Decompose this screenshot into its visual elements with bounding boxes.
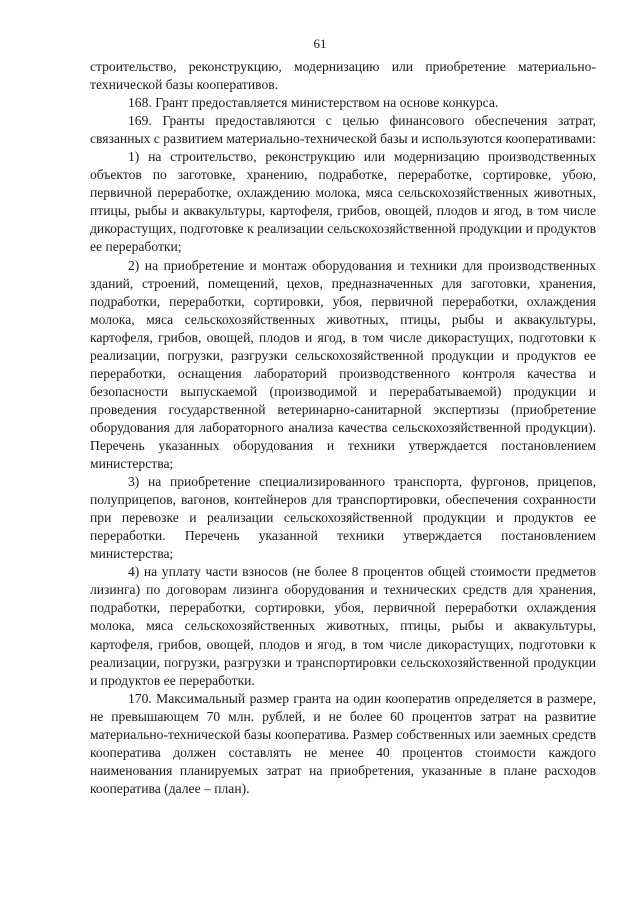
document-body	[90, 58, 596, 798]
page-number: 61	[313, 36, 327, 51]
paragraph-170: 170. Максимальный размер гранта на один кооператив определяется в размере, не превышающем 70 млн. рублей, и не более 60 процентов затрат на развитие материально-технической базы кооператива. Размер собственных или заемных средств кооператива должен составлять не менее 40 процентов стоимости каждого наименования планируемых затрат на приобретения, указанные в плане расходов кооператива (далее – план).	[90, 690, 596, 796]
paragraph-169-item-3: 3) на приобретение специализированного транспорта, фургонов, прицепов, полуприцепов, вагонов, контейнеров для транспортировки, обеспечения сохранности при перевозке и реализации сельскохозяйственной продукции и продуктов ее переработки. Перечень указанной техники утверждается постановлением министерства;	[90, 474, 596, 562]
paragraph-169-item-1: 1) на строительство, реконструкцию или модернизацию производственных объектов по заготовке, хранению, подработке, переработке, сортировке, убою, первичной переработке, охлаждению молока, мяса сельскохозяйственных животных, птицы, рыбы и аквакультуры, картофеля, грибов, овощей, плодов и ягод, в том числе дикорастущих, подготовке к реализации сельскохозяйственной продукции и продуктов ее переработки;	[90, 149, 596, 255]
paragraph-169: 169. Гранты предоставляются с целью финансового обеспечения затрат, связанных с развитием материально-технической базы и используются кооперативами:	[90, 113, 596, 147]
paragraph-168: 168. Грант предоставляется министерством на основе конкурса.	[128, 95, 499, 111]
paragraph-169-item-2: 2) на приобретение и монтаж оборудования и техники для производственных зданий, строений, помещений, цехов, предназначенных для заготовки, хранения, подработки, переработки, сортировки, убоя, первичной переработки, охлаждения молока, мяса сельскохозяйственных животных, птицы, рыбы и аквакультуры, картофеля, грибов, овощей, плодов и ягод, в том числе дикорастущих, подготовки к реализации, погрузки, разгрузки сельскохозяйственной продукции и продуктов ее переработки, оснащения лабораторий производственного контроля качества и безопасности выпускаемой (производимой и перерабатываемой) продукции и проведения государственной ветеринарно-санитарной экспертизы (приобретение оборудования для лабораторного анализа качества сельскохозяйственной продукции). Перечень указанных оборудования и техники утверждается постановлением министерства;	[90, 257, 596, 472]
paragraph-169-item-4: 4) на уплату части взносов (не более 8 процентов общей стоимости предметов лизинга) по договорам лизинга оборудования и технических средств для хранения, подработки, переработки, сортировки, убоя, первичной переработки охлаждения молока, мяса сельскохозяйственных животных, птицы, рыбы и аквакультуры, картофеля, грибов, овощей, плодов и ягод, в том числе дикорастущих, подготовки к реализации, погрузки, разгрузки и транспортировки сельскохозяйственной продукции и продуктов ее переработки.	[90, 564, 596, 688]
paragraph-continuation: строительство, реконструкцию, модернизацию или приобретение материально-технической базы кооперативов.	[90, 59, 596, 93]
